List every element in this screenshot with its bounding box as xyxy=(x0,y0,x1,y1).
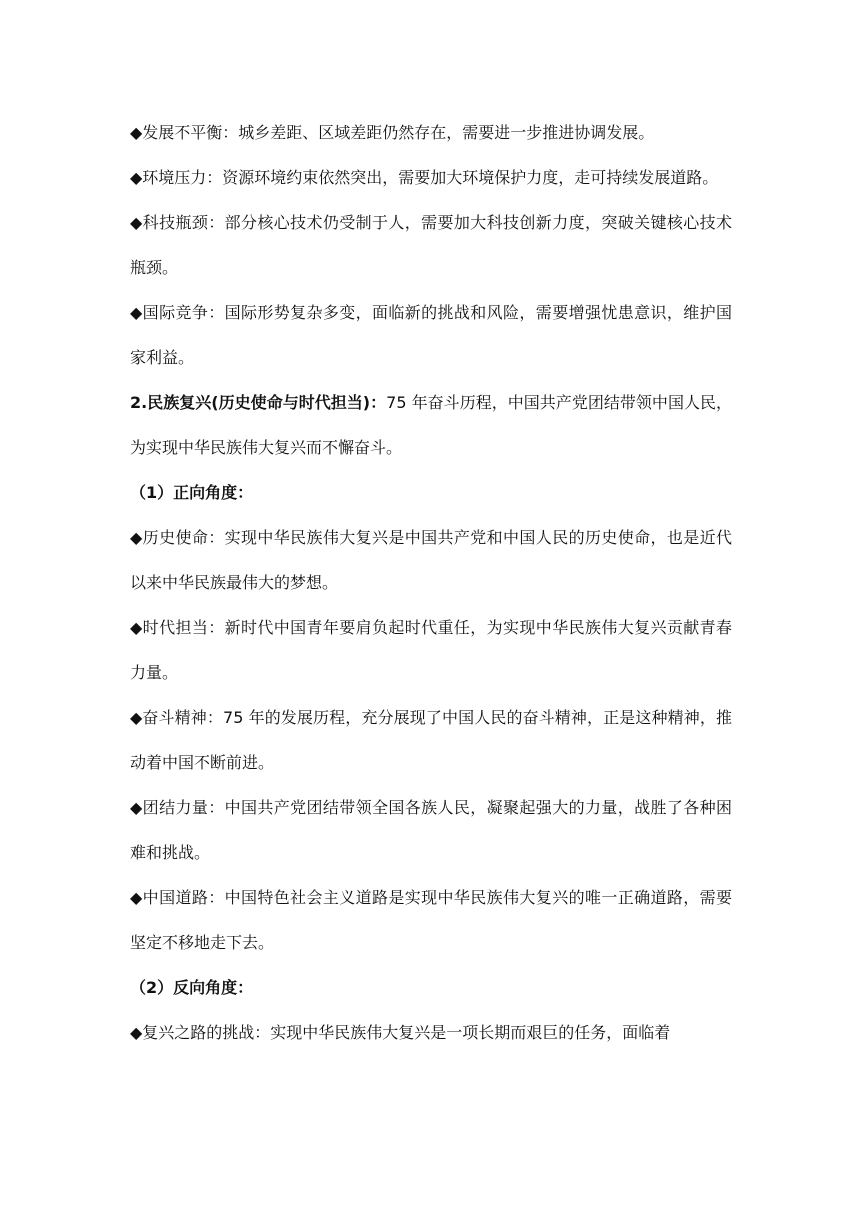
bullet-paragraph-development-imbalance: ◆发展不平衡：城乡差距、区域差距仍然存在，需要进一步推进协调发展。 xyxy=(130,123,655,142)
subheading-negative-angle: （2）反向角度： xyxy=(130,978,254,997)
bullet-paragraph-historical-mission: ◆历史使命：实现中华民族伟大复兴是中国共产党和中国人民的历史使命，也是近代以来中华民族最伟大的梦想。 xyxy=(130,528,732,592)
bullet-paragraph-chinese-path: ◆中国道路：中国特色社会主义道路是实现中华民族伟大复兴的唯一正确道路，需要坚定不移地走下去。 xyxy=(130,888,732,952)
document-body xyxy=(130,110,732,1055)
section-heading: 2.民族复兴(历史使命与时代担当)： xyxy=(130,393,387,412)
subheading-positive-angle: （1）正向角度： xyxy=(130,483,254,502)
bullet-paragraph-era-responsibility: ◆时代担当：新时代中国青年要肩负起时代重任，为实现中华民族伟大复兴贡献青春力量。 xyxy=(130,618,732,682)
bullet-paragraph-international-competition: ◆国际竞争：国际形势复杂多变，面临新的挑战和风险，需要增强忧患意识，维护国家利益。 xyxy=(130,303,732,367)
bullet-paragraph-unity-strength: ◆团结力量：中国共产党团结带领全国各族人民，凝聚起强大的力量，战胜了各种困难和挑战。 xyxy=(130,798,732,862)
section-intro-text: 75 年奋斗历程，中国共产党团结带领中国人民，为实现中华民族伟大复兴而不懈奋斗。 xyxy=(130,393,732,457)
bullet-paragraph-tech-bottleneck: ◆科技瓶颈：部分核心技术仍受制于人，需要加大科技创新力度，突破关键核心技术瓶颈。 xyxy=(130,213,732,277)
bullet-paragraph-striving-spirit: ◆奋斗精神：75 年的发展历程，充分展现了中国人民的奋斗精神，正是这种精神，推动着中国不断前进。 xyxy=(130,708,732,772)
section-paragraph-national-rejuvenation xyxy=(130,380,732,470)
bullet-paragraph-environment-pressure: ◆环境压力：资源环境约束依然突出，需要加大环境保护力度，走可持续发展道路。 xyxy=(130,168,719,187)
bullet-paragraph-rejuvenation-challenges: ◆复兴之路的挑战：实现中华民族伟大复兴是一项长期而艰巨的任务，面临着 xyxy=(130,1023,671,1042)
